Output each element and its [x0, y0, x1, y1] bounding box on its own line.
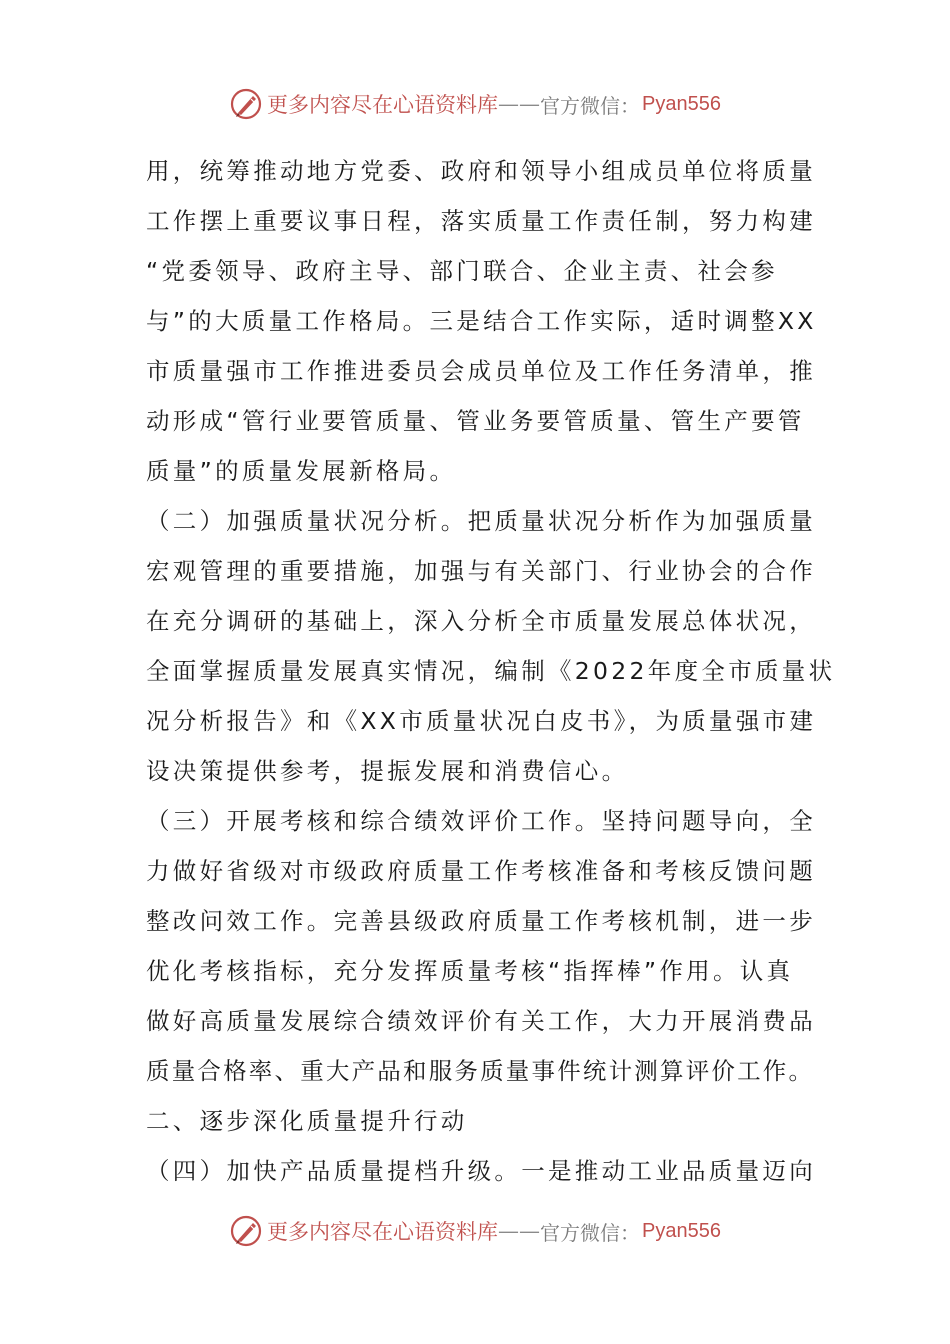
text-line: 力做好省级对市级政府质量工作考核准备和考核反馈问题 [146, 857, 816, 885]
text-line: “党委领导、政府主导、部门联合、企业主责、社会参 [146, 257, 778, 285]
text-line: 在充分调研的基础上，深入分析全市质量发展总体状况， [146, 607, 816, 635]
quill-pen-logo-icon [229, 87, 263, 121]
text-line: 质量合格率、重大产品和服务质量事件统计测算评价工作。 [146, 1057, 815, 1085]
quill-pen-logo-icon [229, 1214, 263, 1248]
watermark-contact-id: Pyan556 [642, 92, 721, 115]
watermark-dash: —— [498, 1219, 541, 1243]
text-line: 优化考核指标，充分发挥质量考核“指挥棒”作用。认真 [146, 957, 794, 985]
watermark-contact-label: 官方微信： [540, 1220, 641, 1245]
text-line: 宏观管理的重要措施，加强与有关部门、行业协会的合作 [146, 557, 816, 585]
text-line: 设决策提供参考，提振发展和消费信心。 [146, 757, 629, 785]
section-heading-3: （三）开展考核和综合绩效评价工作。坚持问题导向，全 [146, 807, 816, 835]
text-line: 全面掌握质量发展真实情况，编制《2022年度全市质量状 [146, 657, 836, 685]
text-line: 做好高质量发展综合绩效评价有关工作，大力开展消费品 [146, 1007, 816, 1035]
chapter-heading: 二、逐步深化质量提升行动 [146, 1107, 468, 1135]
text-line: 动形成“管行业要管质量、管业务要管质量、管生产要管 [146, 407, 805, 435]
text-line: 况分析报告》和《XX市质量状况白皮书》，为质量强市建 [146, 707, 817, 735]
watermark-contact-label: 官方微信： [540, 93, 641, 118]
text-line: 用，统筹推动地方党委、政府和领导小组成员单位将质量 [146, 157, 816, 185]
section-heading-2: （二）加强质量状况分析。把质量状况分析作为加强质量 [146, 507, 816, 535]
section-heading-4: （四）加快产品质量提档升级。一是推动工业品质量迈向 [146, 1157, 816, 1185]
watermark-brand: 更多内容尽在心语资料库 [267, 1220, 499, 1244]
header-watermark [0, 82, 950, 126]
text-line: 与”的大质量工作格局。三是结合工作实际，适时调整XX [146, 307, 817, 335]
watermark-brand: 更多内容尽在心语资料库 [267, 93, 499, 117]
text-line: 整改问效工作。完善县级政府质量工作考核机制，进一步 [146, 907, 816, 935]
watermark-contact-id: Pyan556 [642, 1219, 721, 1242]
text-line: 市质量强市工作推进委员会成员单位及工作任务清单，推 [146, 357, 816, 385]
footer-watermark [0, 1209, 950, 1253]
text-line: 工作摆上重要议事日程，落实质量工作责任制，努力构建 [146, 207, 816, 235]
document-body [146, 146, 836, 1196]
watermark-dash: —— [498, 92, 541, 116]
text-line: 质量”的质量发展新格局。 [146, 457, 457, 485]
